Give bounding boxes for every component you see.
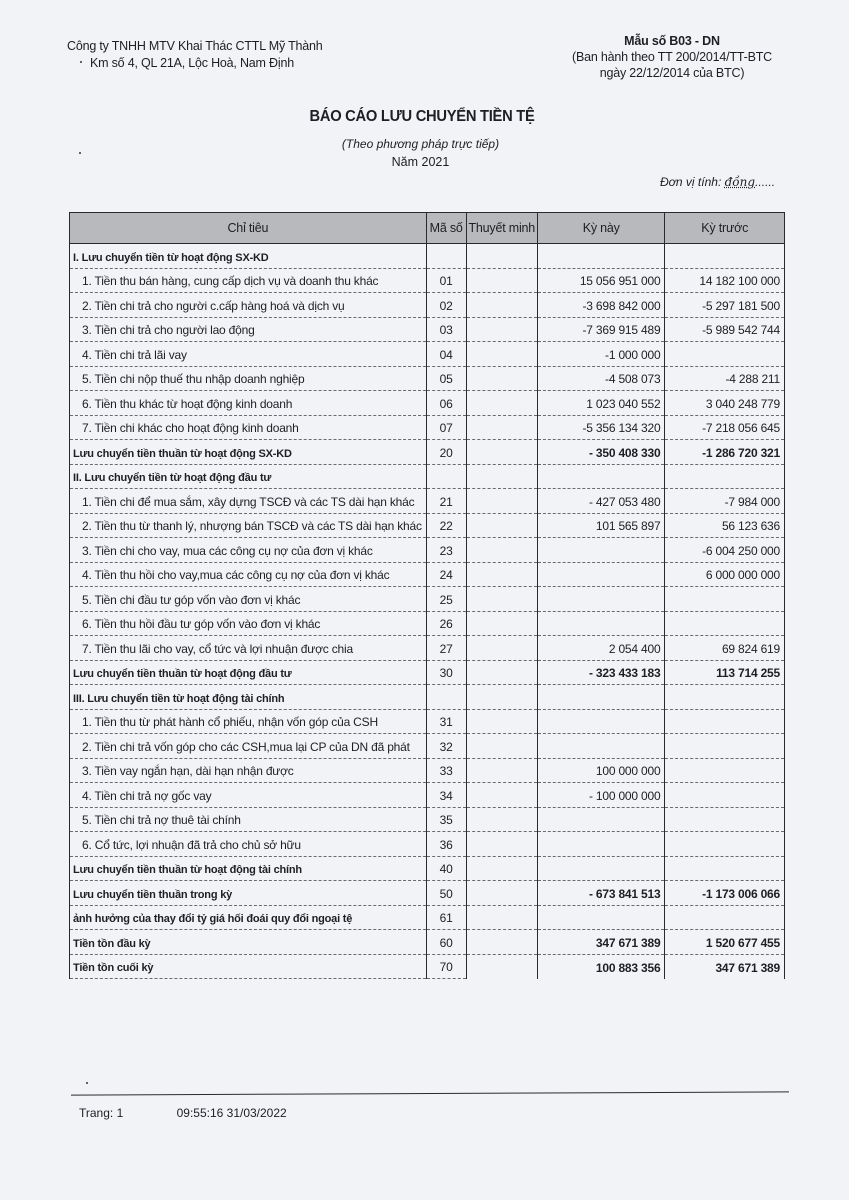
row-note	[466, 709, 538, 734]
row-current-value	[538, 611, 665, 636]
unit-label: Đơn vị tính:	[660, 175, 722, 189]
company-address: Km số 4, QL 21A, Lộc Hoà, Nam Định	[90, 56, 294, 70]
row-previous-value	[665, 734, 785, 759]
row-current-value: - 100 000 000	[538, 783, 665, 808]
row-previous-value: 3 040 248 779	[665, 391, 785, 416]
row-indicator: 6. Tiền thu khác từ hoạt động kinh doanh	[70, 391, 427, 416]
row-indicator: III. Lưu chuyển tiền từ hoạt động tài chính	[70, 685, 427, 710]
form-code: Mẫu số B03 - DN	[624, 34, 720, 48]
table-row	[70, 342, 785, 367]
row-current-value: 15 056 951 000	[538, 268, 665, 293]
table-body	[70, 244, 785, 979]
row-note	[466, 685, 538, 710]
row-previous-value	[665, 832, 785, 857]
row-indicator: 1. Tiền thu bán hàng, cung cấp dịch vụ và doanh thu khác	[70, 268, 427, 293]
row-indicator: 7. Tiền chi khác cho hoạt động kinh doanh	[70, 415, 427, 440]
row-current-value: 1 023 040 552	[538, 391, 665, 416]
row-code: 60	[426, 930, 466, 955]
row-indicator: 4. Tiền chi trả nợ gốc vay	[70, 783, 427, 808]
table-row	[70, 538, 785, 563]
row-previous-value: 69 824 619	[665, 636, 785, 661]
row-current-value	[538, 538, 665, 563]
row-note	[466, 317, 538, 342]
row-code: 30	[426, 660, 466, 685]
row-note	[466, 856, 538, 881]
row-current-value: -1 000 000	[538, 342, 665, 367]
row-current-value: -4 508 073	[538, 366, 665, 391]
row-note	[466, 660, 538, 685]
row-previous-value	[665, 856, 785, 881]
table-row	[70, 832, 785, 857]
table-row	[70, 758, 785, 783]
row-indicator: II. Lưu chuyển tiền từ hoạt động đầu tư	[70, 464, 427, 489]
row-indicator: 4. Tiền thu hồi cho vay,mua các công cụ nợ của đơn vị khác	[70, 562, 427, 587]
row-current-value	[538, 244, 665, 269]
table-row	[70, 268, 785, 293]
row-code: 04	[426, 342, 466, 367]
row-indicator: 2. Tiền chi trả vốn góp cho các CSH,mua lại CP của DN đã phát	[70, 734, 427, 759]
row-note	[466, 538, 538, 563]
form-reference	[557, 33, 787, 81]
row-code	[426, 464, 466, 489]
row-indicator: 2. Tiền thu từ thanh lý, nhượng bán TSCĐ và các TS dài hạn khác	[70, 513, 427, 538]
table-row	[70, 317, 785, 342]
page-number: Trang: 1	[79, 1106, 124, 1120]
row-note	[466, 930, 538, 955]
row-note	[466, 489, 538, 514]
row-indicator: Tiền tồn cuối kỳ	[70, 954, 427, 979]
header-code: Mã số	[426, 213, 466, 244]
row-current-value	[538, 562, 665, 587]
row-indicator: Lưu chuyển tiền thuần từ hoạt động tài chính	[70, 856, 427, 881]
table-row	[70, 709, 785, 734]
row-indicator: 3. Tiền vay ngắn hạn, dài hạn nhận được	[70, 758, 427, 783]
row-indicator: 5. Tiền chi trả nợ thuê tài chính	[70, 807, 427, 832]
row-note	[466, 268, 538, 293]
unit-value-handwritten: đồng	[724, 175, 756, 189]
row-indicator: 3. Tiền chi cho vay, mua các công cụ nợ của đơn vị khác	[70, 538, 427, 563]
row-current-value	[538, 905, 665, 930]
row-note	[466, 562, 538, 587]
row-indicator: 4. Tiền chi trả lãi vay	[70, 342, 427, 367]
row-previous-value: -7 218 056 645	[665, 415, 785, 440]
row-indicator: 1. Tiền thu từ phát hành cổ phiếu, nhận vốn góp của CSH	[70, 709, 427, 734]
row-previous-value	[665, 342, 785, 367]
row-indicator: Tiền tồn đầu kỳ	[70, 930, 427, 955]
row-previous-value: 113 714 255	[665, 660, 785, 685]
row-previous-value	[665, 244, 785, 269]
row-note	[466, 758, 538, 783]
row-code: 02	[426, 293, 466, 318]
cash-flow-table	[69, 212, 785, 979]
row-note	[466, 807, 538, 832]
row-code: 40	[426, 856, 466, 881]
row-note	[466, 513, 538, 538]
row-previous-value: -1 286 720 321	[665, 440, 785, 465]
section-row	[70, 464, 785, 489]
row-code: 20	[426, 440, 466, 465]
row-previous-value	[665, 905, 785, 930]
table-row	[70, 783, 785, 808]
currency-unit	[660, 175, 775, 189]
row-code	[426, 244, 466, 269]
footer-divider	[71, 1091, 789, 1095]
row-indicator: ảnh hưởng của thay đổi tỷ giá hối đoái quy đổi ngoại tệ	[70, 905, 427, 930]
row-code: 05	[426, 366, 466, 391]
row-previous-value	[665, 709, 785, 734]
row-code: 32	[426, 734, 466, 759]
table-row	[70, 636, 785, 661]
row-current-value: - 350 408 330	[538, 440, 665, 465]
row-code: 26	[426, 611, 466, 636]
row-current-value: 100 883 356	[538, 954, 665, 979]
row-note	[466, 440, 538, 465]
row-code: 34	[426, 783, 466, 808]
table-row	[70, 734, 785, 759]
row-note	[466, 342, 538, 367]
row-code: 07	[426, 415, 466, 440]
row-code: 36	[426, 832, 466, 857]
row-current-value: 347 671 389	[538, 930, 665, 955]
row-previous-value	[665, 758, 785, 783]
company-name: Công ty TNHH MTV Khai Thác CTTL Mỹ Thành	[67, 39, 323, 53]
table-header-row	[70, 213, 785, 244]
row-indicator: Lưu chuyển tiền thuần trong kỳ	[70, 881, 427, 906]
table-row	[70, 513, 785, 538]
row-previous-value: 56 123 636	[665, 513, 785, 538]
unit-dots: ......	[755, 175, 776, 189]
table-row	[70, 293, 785, 318]
total-row	[70, 930, 785, 955]
row-current-value	[538, 832, 665, 857]
row-current-value	[538, 587, 665, 612]
row-previous-value: -5 989 542 744	[665, 317, 785, 342]
row-note	[466, 244, 538, 269]
report-year: Năm 2021	[391, 155, 450, 169]
row-current-value: -3 698 842 000	[538, 293, 665, 318]
row-previous-value	[665, 685, 785, 710]
row-code: 22	[426, 513, 466, 538]
row-current-value: - 427 053 480	[538, 489, 665, 514]
row-indicator: 2. Tiền chi trả cho người c.cấp hàng hoá và dịch vụ	[70, 293, 427, 318]
total-row	[70, 905, 785, 930]
table-row	[70, 366, 785, 391]
row-note	[466, 832, 538, 857]
row-previous-value: -1 173 006 066	[665, 881, 785, 906]
row-code: 35	[426, 807, 466, 832]
row-indicator: 1. Tiền chi để mua sắm, xây dựng TSCĐ và các TS dài hạn khác	[70, 489, 427, 514]
report-heading	[0, 108, 849, 169]
total-row	[70, 881, 785, 906]
row-indicator: I. Lưu chuyển tiền từ hoạt động SX-KD	[70, 244, 427, 269]
row-previous-value	[665, 807, 785, 832]
total-row	[70, 440, 785, 465]
form-issued-by: (Ban hành theo TT 200/2014/TT-BTC	[571, 50, 772, 64]
row-indicator: 7. Tiền thu lãi cho vay, cổ tức và lợi nhuận được chia	[70, 636, 427, 661]
header-previous-period: Kỳ trước	[665, 213, 785, 244]
report-title: BÁO CÁO LƯU CHUYỂN TIỀN TỆ	[309, 108, 535, 125]
row-previous-value	[665, 783, 785, 808]
section-row	[70, 244, 785, 269]
row-current-value	[538, 464, 665, 489]
row-indicator: Lưu chuyển tiền thuần từ hoạt động đầu tư	[70, 660, 427, 685]
row-note	[466, 636, 538, 661]
row-note	[466, 464, 538, 489]
row-indicator: 3. Tiền chi trả cho người lao động	[70, 317, 427, 342]
row-note	[466, 415, 538, 440]
row-code: 33	[426, 758, 466, 783]
table-row	[70, 391, 785, 416]
row-current-value: 101 565 897	[538, 513, 665, 538]
row-current-value	[538, 734, 665, 759]
row-current-value: -5 356 134 320	[538, 415, 665, 440]
row-code: 23	[426, 538, 466, 563]
row-note	[466, 293, 538, 318]
row-note	[466, 391, 538, 416]
table-row	[70, 415, 785, 440]
row-code: 21	[426, 489, 466, 514]
row-current-value: - 673 841 513	[538, 881, 665, 906]
row-code: 70	[426, 954, 466, 979]
header-note: Thuyết minh	[466, 213, 538, 244]
row-indicator: 6. Cổ tức, lợi nhuận đã trả cho chủ sở hữu	[70, 832, 427, 857]
row-current-value	[538, 685, 665, 710]
header-current-period: Kỳ này	[538, 213, 665, 244]
row-code: 24	[426, 562, 466, 587]
row-note	[466, 734, 538, 759]
row-code: 61	[426, 905, 466, 930]
row-previous-value: 6 000 000 000	[665, 562, 785, 587]
row-previous-value: -4 288 211	[665, 366, 785, 391]
scan-speck	[80, 61, 82, 63]
row-indicator: 5. Tiền chi đầu tư góp vốn vào đơn vị khác	[70, 587, 427, 612]
total-row	[70, 954, 785, 979]
row-current-value: 100 000 000	[538, 758, 665, 783]
row-note	[466, 881, 538, 906]
company-info	[67, 38, 323, 72]
row-previous-value: 347 671 389	[665, 954, 785, 979]
form-issued-date: ngày 22/12/2014 của BTC)	[599, 66, 745, 80]
row-current-value	[538, 856, 665, 881]
row-previous-value: 14 182 100 000	[665, 268, 785, 293]
row-note	[466, 954, 538, 979]
row-code: 27	[426, 636, 466, 661]
row-previous-value: 1 520 677 455	[665, 930, 785, 955]
row-current-value: - 323 433 183	[538, 660, 665, 685]
total-row	[70, 856, 785, 881]
row-code: 01	[426, 268, 466, 293]
row-code: 03	[426, 317, 466, 342]
row-indicator: 5. Tiền chi nộp thuế thu nhập doanh nghiệp	[70, 366, 427, 391]
report-method: (Theo phương pháp trực tiếp)	[341, 137, 500, 151]
row-current-value	[538, 709, 665, 734]
row-current-value: -7 369 915 489	[538, 317, 665, 342]
row-current-value	[538, 807, 665, 832]
table-row	[70, 489, 785, 514]
row-previous-value: -7 984 000	[665, 489, 785, 514]
row-indicator: 6. Tiền thu hồi đầu tư góp vốn vào đơn vị khác	[70, 611, 427, 636]
row-code	[426, 685, 466, 710]
page-footer	[79, 1106, 287, 1120]
total-row	[70, 660, 785, 685]
scan-speck	[86, 1082, 88, 1084]
row-previous-value: -6 004 250 000	[665, 538, 785, 563]
section-row	[70, 685, 785, 710]
row-current-value: 2 054 400	[538, 636, 665, 661]
row-previous-value: -5 297 181 500	[665, 293, 785, 318]
row-indicator: Lưu chuyển tiền thuần từ hoạt động SX-KD	[70, 440, 427, 465]
table-row	[70, 587, 785, 612]
table-row	[70, 807, 785, 832]
print-timestamp: 09:55:16 31/03/2022	[176, 1106, 287, 1120]
row-note	[466, 905, 538, 930]
row-previous-value	[665, 587, 785, 612]
row-note	[466, 587, 538, 612]
row-previous-value	[665, 611, 785, 636]
row-note	[466, 783, 538, 808]
row-code: 31	[426, 709, 466, 734]
row-previous-value	[665, 464, 785, 489]
table-row	[70, 611, 785, 636]
row-note	[466, 611, 538, 636]
table-row	[70, 562, 785, 587]
header-indicator: Chỉ tiêu	[70, 213, 427, 244]
row-note	[466, 366, 538, 391]
row-code: 25	[426, 587, 466, 612]
row-code: 50	[426, 881, 466, 906]
row-code: 06	[426, 391, 466, 416]
